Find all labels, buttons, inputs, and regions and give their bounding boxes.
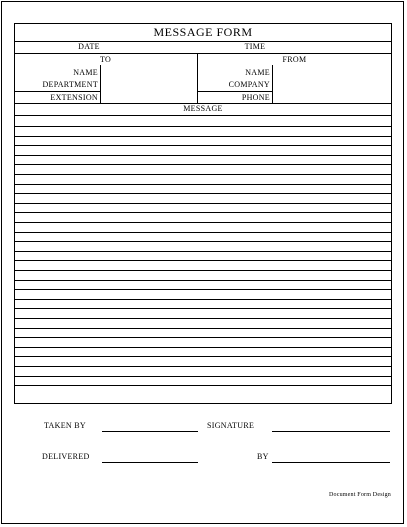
taken-by-line [102,431,198,432]
form-title: MESSAGE FORM [153,25,253,39]
to-label-divider [100,65,101,103]
by-line [272,462,390,463]
message-rule-line[interactable] [14,280,392,281]
delivered-label: DELIVERED [42,452,90,461]
date-label: DATE [78,42,100,51]
message-rule-line[interactable] [14,260,392,261]
message-rule-line[interactable] [14,318,392,319]
signature-label: SIGNATURE [207,421,255,430]
from-name-label: NAME [245,68,270,77]
to-name-label: NAME [73,68,98,77]
message-rule-line[interactable] [14,366,392,367]
message-rule-line[interactable] [14,347,392,348]
message-rule-line[interactable] [14,251,392,252]
message-rule-line[interactable] [14,337,392,338]
message-rule-line[interactable] [14,184,392,185]
message-rule-line[interactable] [14,164,392,165]
by-label: BY [257,452,269,461]
to-heading: TO [99,55,112,64]
time-label: TIME [244,42,266,51]
message-rule-line[interactable] [14,232,392,233]
message-rule-line[interactable] [14,299,392,300]
message-rule-line[interactable] [14,241,392,242]
date-row-divider [14,53,392,54]
footer-credit: Document Form Design [329,492,391,498]
message-rule-line[interactable] [14,193,392,194]
message-rule-line[interactable] [14,136,392,137]
delivered-line [102,462,198,463]
message-rule-line[interactable] [14,222,392,223]
message-rule-line[interactable] [14,270,392,271]
message-rule-line[interactable] [14,174,392,175]
from-phone-divider [197,91,272,92]
message-rule-line[interactable] [14,328,392,329]
message-rule-line[interactable] [14,308,392,309]
message-rule-line[interactable] [14,289,392,290]
message-rule-line[interactable] [14,203,392,204]
message-rule-line[interactable] [14,385,392,386]
taken-by-label: TAKEN BY [44,421,86,430]
from-label-divider [272,65,273,103]
message-rule-line[interactable] [14,145,392,146]
message-heading-divider [14,115,392,116]
to-extension-label: EXTENSION [50,93,98,102]
message-rule-line[interactable] [14,356,392,357]
to-department-label: DEPARTMENT [42,80,98,89]
message-rule-line[interactable] [14,212,392,213]
to-extension-divider [14,91,100,92]
signature-line [272,431,390,432]
message-rule-line[interactable] [14,155,392,156]
from-company-label: COMPANY [228,80,270,89]
message-heading: MESSAGE [183,104,223,113]
message-rule-line[interactable] [14,126,392,127]
from-phone-label: PHONE [241,93,270,102]
from-heading: FROM [282,55,307,64]
message-rule-line[interactable] [14,376,392,377]
